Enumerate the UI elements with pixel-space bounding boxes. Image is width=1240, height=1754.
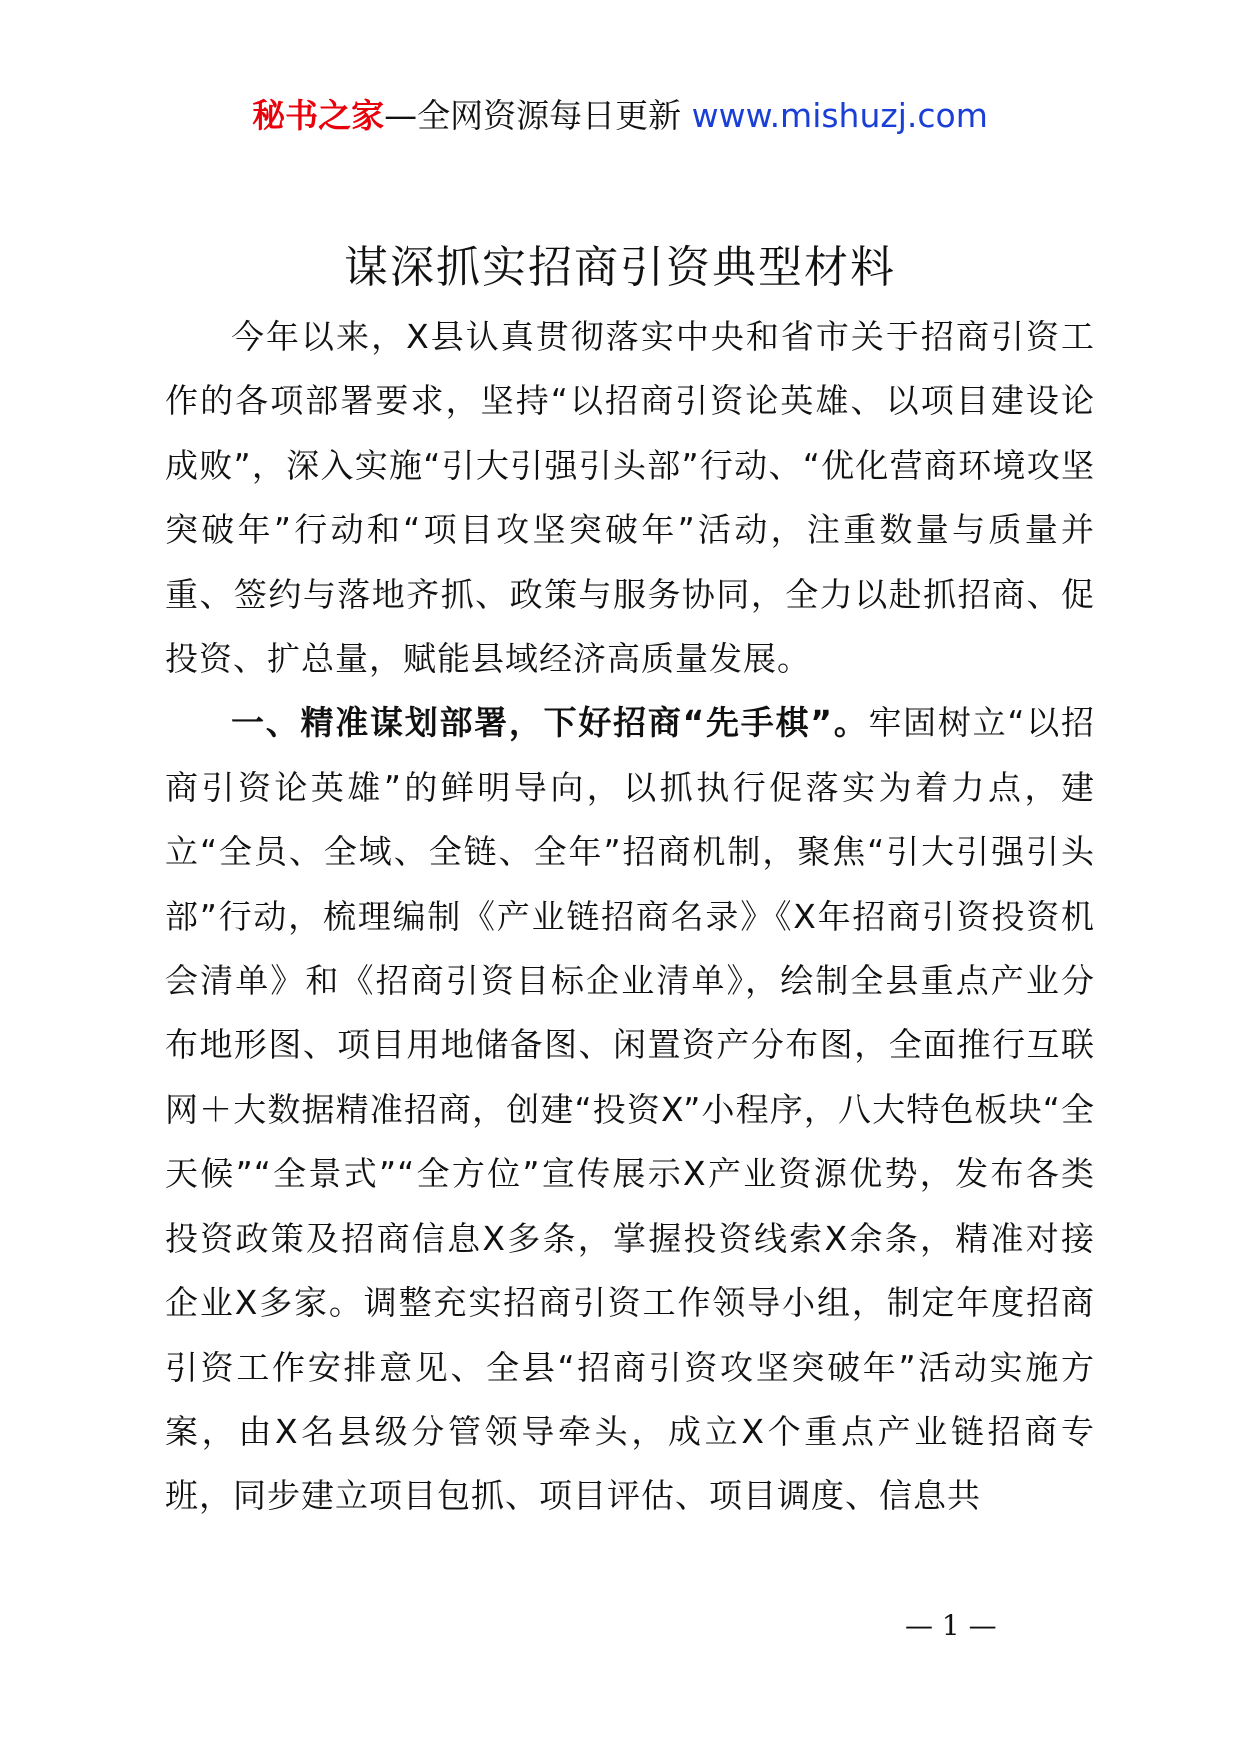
section-1-heading: 一、精准谋划部署，下好招商“先手棋”。	[231, 703, 869, 743]
section-1-paragraph	[165, 691, 1095, 1528]
intro-paragraph: 今年以来，X县认真贯彻落实中央和省市关于招商引资工作的各项部署要求，坚持“以招商引资论英雄、以项目建设论成败”，深入实施“引大引强引头部”行动、“优化营商环境攻坚突破年”行动和“项目攻坚突破年”活动，注重数量与质量并重、签约与落地齐抓、政策与服务协同，全力以赴抓招商、促投资、扩总量，赋能县域经济高质量发展。	[165, 317, 1095, 679]
site-header	[0, 92, 1240, 140]
section-1-text: 牢固树立“以招商引资论英雄”的鲜明导向，以抓执行促落实为着力点，建立“全员、全域、全链、全年”招商机制，聚焦“引大引强引头部”行动，梳理编制《产业链招商名录》《X年招商引资投资机会清单》和《招商引资目标企业清单》，绘制全县重点产业分布地形图、项目用地储备图、闲置资产分布图，全面推行互联网＋大数据精准招商，创建“投资X”小程序，八大特色板块“全天候”“全景式”“全方位”宣传展示X产业资源优势，发布各类投资政策及招商信息X多条，掌握投资线索X余条，精准对接企业X多家。调整充实招商引资工作领导小组，制定年度招商引资工作安排意见、全县“招商引资攻坚突破年”活动实施方案，由X名县级分管领导牵头，成立X个重点产业链招商专班，同步建立项目包抓、项目评估、项目调度、信息共	[165, 703, 1096, 1516]
header-tagline: —全网资源每日更新	[384, 96, 682, 135]
site-url-link[interactable]: www.mishuzj.com	[691, 96, 988, 135]
document-title: 谋深抓实招商引资典型材料	[344, 242, 896, 293]
page-number: — 1 —	[905, 1609, 997, 1642]
brand-name: 秘书之家	[252, 96, 385, 135]
document-body	[165, 305, 1095, 1529]
